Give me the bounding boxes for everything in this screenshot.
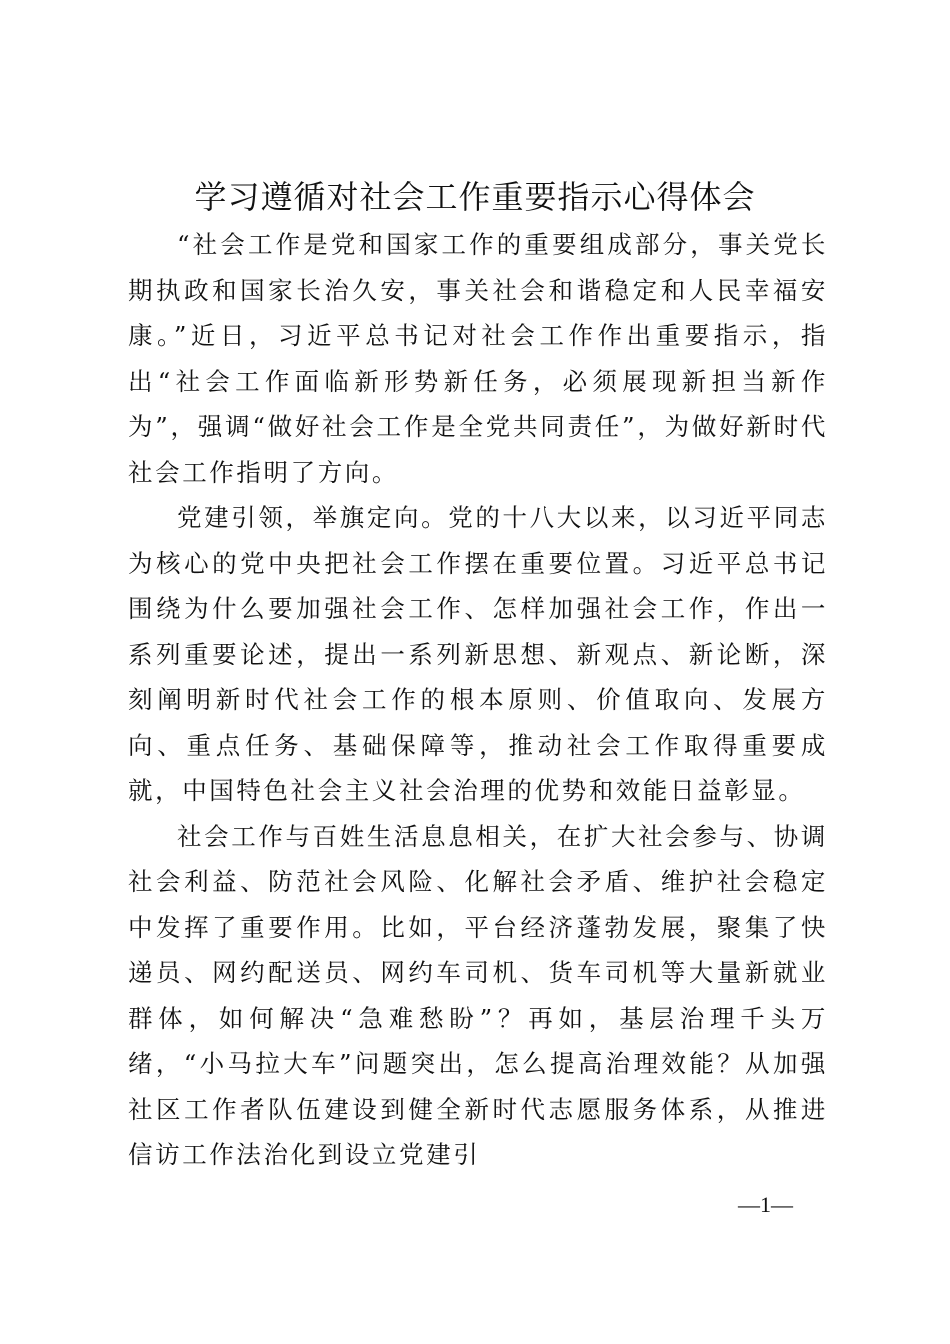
- paragraph-1: “社会工作是党和国家工作的重要组成部分，事关党长期执政和国家长治久安，事关社会和谐稳定和人民幸福安康。”近日，习近平总书记对社会工作作出重要指示，指出“社会工作面临新形势新任务，必须展现新担当新作为”，强调“做好社会工作是全党共同责任”，为做好新时代社会工作指明了方向。: [128, 230, 828, 487]
- paragraph-2: 党建引领，举旗定向。党的十八大以来，以习近平同志为核心的党中央把社会工作摆在重要位置。习近平总书记围绕为什么要加强社会工作、怎样加强社会工作，作出一系列重要论述，提出一系列新思想、新观点、新论断，深刻阐明新时代社会工作的根本原则、价值取向、发展方向、重点任务、基础保障等，推动社会工作取得重要成就，中国特色社会主义社会治理的优势和效能日益彰显。: [128, 503, 828, 805]
- page-number: —1—: [738, 1192, 793, 1217]
- document-body: [128, 222, 828, 1178]
- paragraph-3: 社会工作与百姓生活息息相关，在扩大社会参与、协调社会利益、防范社会风险、化解社会矛盾、维护社会稳定中发挥了重要作用。比如，平台经济蓬勃发展，聚集了快递员、网约配送员、网约车司机、货车司机等大量新就业群体，如何解决“急难愁盼”？再如，基层治理千头万绪，“小马拉大车”问题突出，怎么提高治理效能？从加强社区工作者队伍建设到健全新时代志愿服务体系，从推进信访工作法治化到设立党建引: [128, 821, 828, 1169]
- document-title: 学习遵循对社会工作重要指示心得体会: [194, 178, 756, 216]
